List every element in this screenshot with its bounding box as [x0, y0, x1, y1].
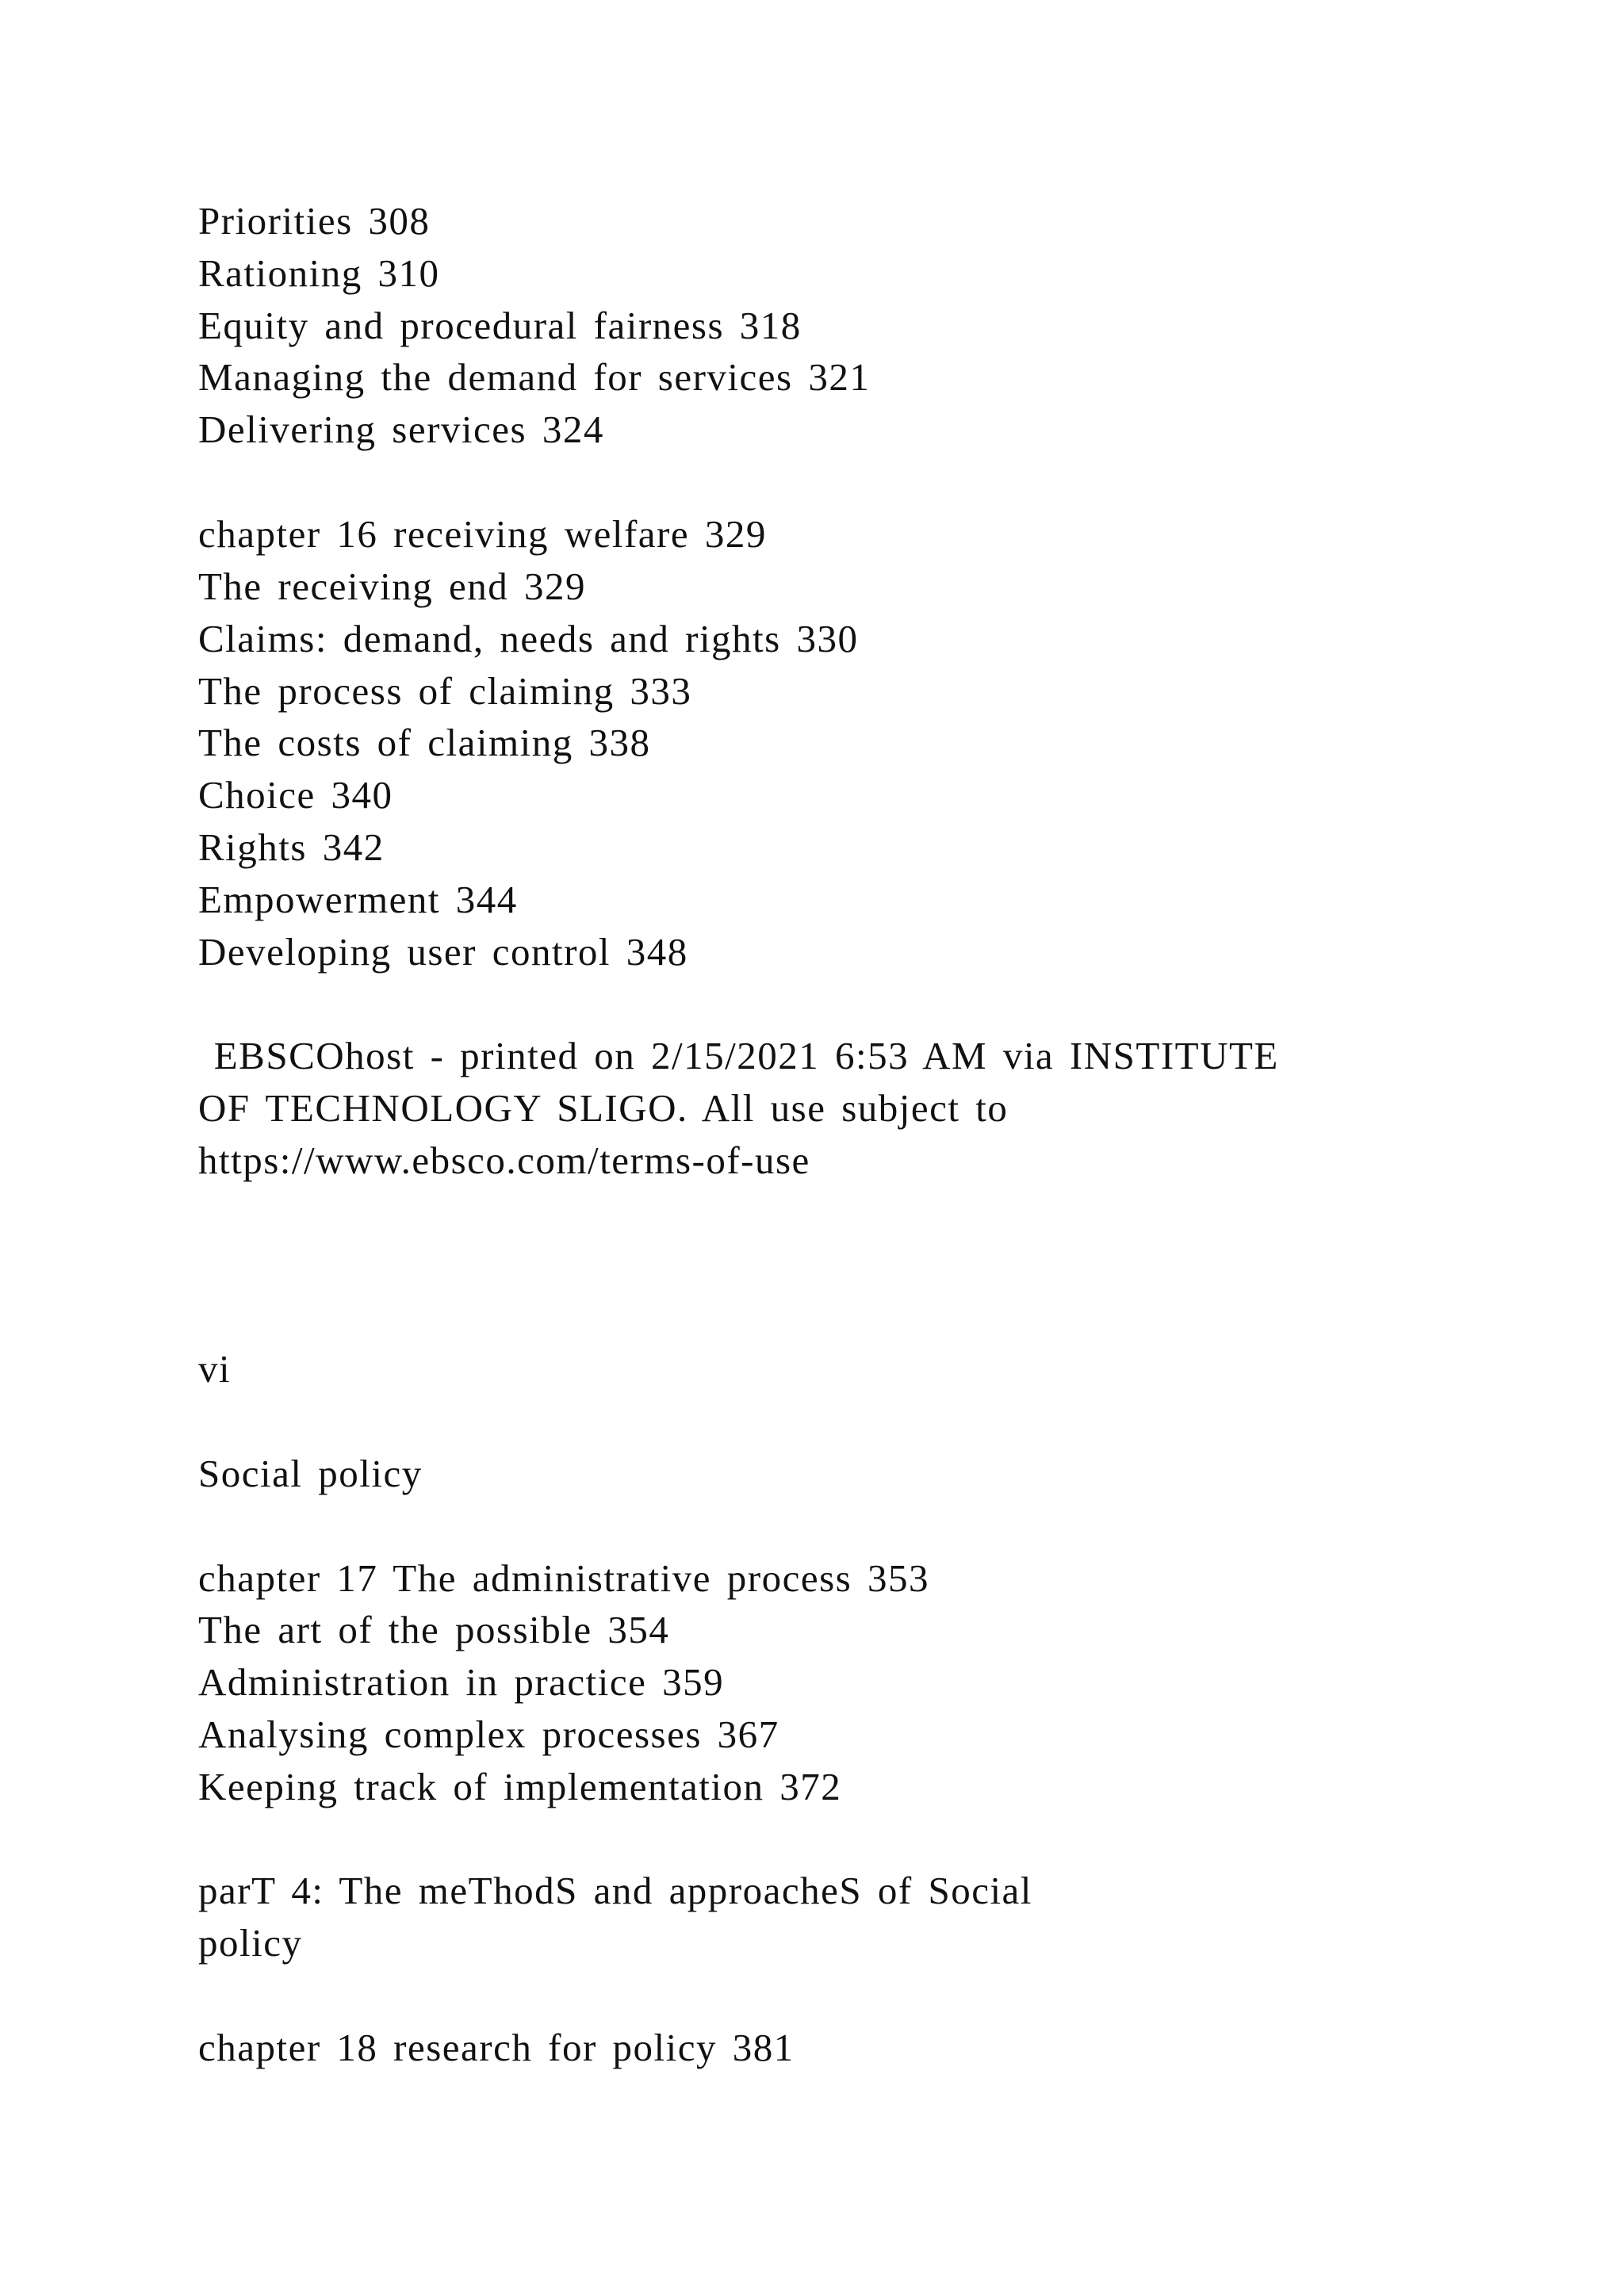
- chapter-heading: chapter 17 The administrative process 353: [198, 1556, 929, 1600]
- part-heading: policy: [198, 1921, 303, 1965]
- part-heading: parT 4: The meThodS and approacheS of Social: [198, 1869, 1032, 1912]
- toc-entry: Priorities 308: [198, 199, 431, 243]
- toc-entry: Rights 342: [198, 825, 385, 869]
- toc-entry: Analysing complex processes 367: [198, 1712, 779, 1756]
- chapter-heading: chapter 18 research for policy 381: [198, 2026, 795, 2069]
- toc-entry: Keeping track of implementation 372: [198, 1765, 842, 1808]
- page-number: vi: [198, 1347, 232, 1391]
- toc-entry: Managing the demand for services 321: [198, 355, 871, 399]
- print-notice: OF TECHNOLOGY SLIGO. All use subject to: [198, 1086, 1009, 1130]
- toc-entry: Choice 340: [198, 773, 393, 817]
- print-notice: EBSCOhost - printed on 2/15/2021 6:53 AM via INSTITUTE: [198, 1034, 1279, 1077]
- toc-entry: Administration in practice 359: [198, 1660, 725, 1704]
- toc-entry: Equity and procedural fairness 318: [198, 304, 802, 347]
- toc-entry: The costs of claiming 338: [198, 721, 651, 764]
- toc-entry: Empowerment 344: [198, 878, 518, 921]
- terms-url: https://www.ebsco.com/terms-of-use: [198, 1138, 810, 1182]
- toc-entry: The receiving end 329: [198, 564, 586, 608]
- toc-entry: The art of the possible 354: [198, 1608, 670, 1651]
- toc-entry: Developing user control 348: [198, 930, 688, 974]
- chapter-heading: chapter 16 receiving welfare 329: [198, 512, 767, 556]
- running-header: Social policy: [198, 1452, 423, 1495]
- toc-entry: The process of claiming 333: [198, 669, 692, 713]
- toc-entry: Claims: demand, needs and rights 330: [198, 617, 859, 660]
- toc-entry: Rationing 310: [198, 251, 440, 295]
- toc-entry: Delivering services 324: [198, 408, 604, 451]
